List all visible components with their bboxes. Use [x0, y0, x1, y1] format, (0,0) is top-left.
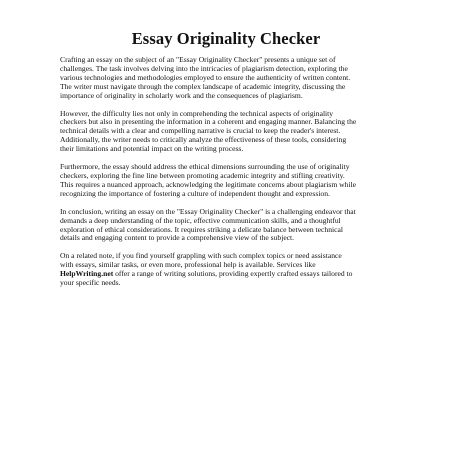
paragraph-line: details and engaging content to provide a comprehensive view of the subject. [60, 233, 295, 243]
paragraph-line: Furthermore, the essay should address the ethical dimensions surrounding the use of originality [60, 162, 350, 172]
paragraph-line: challenges. The task involves delving into the intricacies of plagiarism detection, exploring the [60, 63, 348, 73]
paragraph-1 [60, 56, 408, 101]
paragraph-4 [60, 208, 408, 244]
paragraph-line: exploration of ethical considerations. It requires striking a delicate balance between technical [60, 224, 343, 234]
paragraph-line: This requires a nuanced approach, acknowledging the legitimate concerns about plagiarism while [60, 179, 357, 189]
paragraph-line: importance of originality in scholarly work and the consequences of plagiarism. [60, 90, 303, 100]
paragraph-line: checkers, exploring the fine line between promoting academic integrity and stifling creativity. [60, 170, 345, 180]
paragraph-line: with essays, similar tasks, or even more, professional help is available. Services like [60, 260, 316, 270]
paragraph-5 [60, 252, 408, 288]
document-body [60, 56, 408, 297]
paragraph-line: checkers but also in presenting the information in a coherent and engaging manner. Balancing the [60, 117, 357, 127]
paragraph-line: technical details with a clear and compelling narrative is crucial to keep the reader's interest. [60, 126, 341, 136]
paragraph-3 [60, 163, 408, 199]
paragraph-line: various technologies and methodologies employed to ensure the authenticity of written content. [60, 72, 351, 82]
paragraph-line: However, the difficulty lies not only in comprehending the technical aspects of originality [60, 108, 334, 118]
paragraph-line: On a related note, if you find yourself grappling with such complex topics or need assistance [60, 251, 342, 261]
helpwriting-link[interactable]: HelpWriting.net [60, 269, 114, 279]
page-title: Essay Originality Checker [131, 29, 321, 48]
paragraph-line: The writer must navigate through the complex landscape of academic integrity, discussing the [60, 81, 346, 91]
paragraph-line: demands a deep understanding of the topic, effective communication skills, and a thoughtful [60, 215, 341, 225]
paragraph-2 [60, 110, 408, 155]
paragraph-line: Additionally, the writer needs to critically analyze the effectiveness of these tools, considering [60, 135, 347, 145]
paragraph-line: their limitations and potential impact on the writing process. [60, 144, 244, 154]
paragraph-line: your specific needs. [60, 278, 121, 288]
paragraph-line-tail: offer a range of writing solutions, providing expertly crafted essays tailored to [113, 269, 353, 279]
paragraph-line: recognizing the importance of fostering a culture of independent thought and expression. [60, 188, 330, 198]
paragraph-line: Crafting an essay on the subject of an "Essay Originality Checker" presents a unique set of [60, 55, 336, 64]
paragraph-line: In conclusion, writing an essay on the "Essay Originality Checker" is a challenging endeavor that [60, 206, 356, 216]
